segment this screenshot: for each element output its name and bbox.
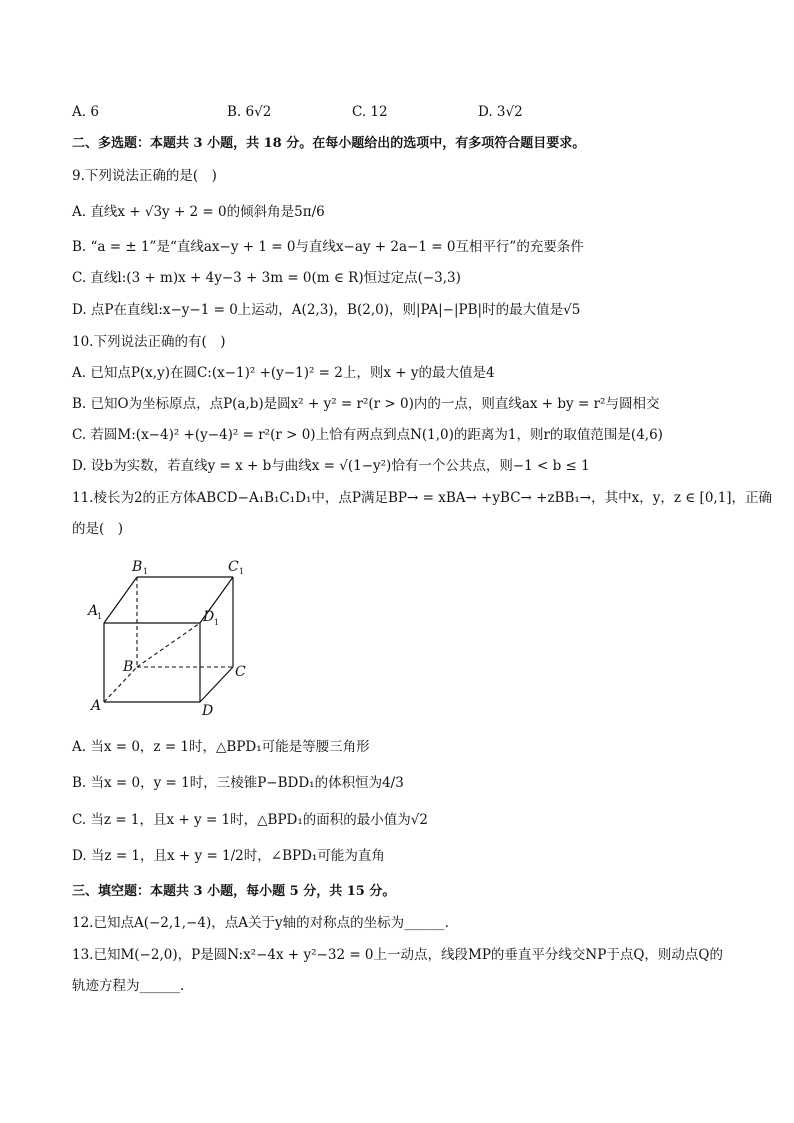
q11-option-a: A. 当x = 0，z = 1时，△BPD₁可能是等腰三角形 (72, 739, 370, 755)
q13-line1: 13.已知M(−2,0)，P是圆N:x²−4x + y²−32 = 0上一动点，线段MP的垂直平分线交NP于点Q，则动点Q的 (72, 947, 723, 963)
q9-option-b: B. “a = ± 1”是“直线ax−y + 1 = 0与直线x−ay + 2a−1 = 0互相平行”的充要条件 (72, 239, 584, 255)
section3-header: 三、填空题：本题共 3 小题，每小题 5 分，共 15 分。 (72, 884, 396, 899)
q10-option-a: A. 已知点P(x,y)在圆C:(x−1)² +(y−1)² = 2上，则x + y的最大值是4 (72, 365, 495, 381)
q9-option-a: A. 直线x + √3y + 2 = 0的倾斜角是5π/6 (72, 204, 325, 220)
q8-option-b: B. 6√2 (227, 104, 272, 120)
q10-option-d: D. 设b为实数，若直线y = x + b与曲线x = √(1−y²)恰有一个公共点，则−1 < b ≤ 1 (72, 458, 590, 474)
q8-option-d: D. 3√2 (478, 104, 523, 120)
label-d: D (202, 703, 214, 719)
cube-figure (80, 555, 270, 725)
q11-option-c: C. 当z = 1，且x + y = 1时，△BPD₁的面积的最小值为√2 (72, 812, 428, 828)
q13-line2: 轨迹方程为______. (72, 978, 185, 994)
q9-option-d: D. 点P在直线l:x−y−1 = 0上运动，A(2,3)，B(2,0)，则|PA|−|PB|时的最大值是√5 (72, 302, 581, 318)
edge-a1b1 (104, 577, 137, 623)
q8-option-c: C. 12 (352, 104, 388, 120)
q10-stem: 10.下列说法正确的有( ) (72, 334, 226, 350)
label-a: A (91, 698, 102, 714)
q11-option-b: B. 当x = 0，y = 1时，三棱锥P−BDD₁的体积恒为4/3 (72, 775, 404, 791)
label-a1-sub: 1 (97, 612, 103, 621)
label-a1: A (88, 603, 99, 619)
q11-stem-line2: 的是( ) (72, 521, 124, 537)
label-b: B (123, 659, 134, 675)
q11-option-d: D. 当z = 1，且x + y = 1/2时，∠BPD₁可能为直角 (72, 848, 385, 864)
q9-option-c: C. 直线l:(3 + m)x + 4y−3 + 3m = 0(m ∈ R)恒过定点(−3,3) (72, 270, 461, 286)
q10-option-c: C. 若圆M:(x−4)² +(y−4)² = r²(r > 0)上恰有两点到点N(1,0)的距离为1，则r的取值范围是(4,6) (72, 427, 663, 443)
label-d1-sub: 1 (214, 618, 220, 627)
cube-diagram (80, 555, 270, 725)
q9-stem: 9.下列说法正确的是( ) (72, 168, 217, 184)
label-c: C (235, 664, 246, 680)
label-b1: B (132, 559, 143, 575)
diagonal-bd1-hidden (137, 623, 200, 667)
label-c1-sub: 1 (239, 567, 245, 576)
edge-cd (200, 667, 233, 702)
q12: 12.已知点A(−2,1,−4)，点A关于y轴的对称点的坐标为______. (72, 915, 449, 931)
q10-option-b: B. 已知O为坐标原点，点P(a,b)是圆x² + y² = r²(r > 0)内的一点，则直线ax + by = r²与圆相交 (72, 396, 660, 412)
q8-option-a: A. 6 (72, 104, 99, 120)
label-c1: C (228, 559, 239, 575)
label-d1: D (203, 609, 215, 625)
label-b1-sub: 1 (143, 567, 149, 576)
section2-header: 二、多选题：本题共 3 小题，共 18 分。在每小题给出的选项中，有多项符合题目要求。 (72, 136, 586, 151)
q11-stem-line1: 11.棱长为2的正方体ABCD−A₁B₁C₁D₁中，点P满足BP→ = xBA→ +yBC→ +zBB₁→，其中x，y，z ∈ [0,1]，正确 (72, 490, 773, 506)
